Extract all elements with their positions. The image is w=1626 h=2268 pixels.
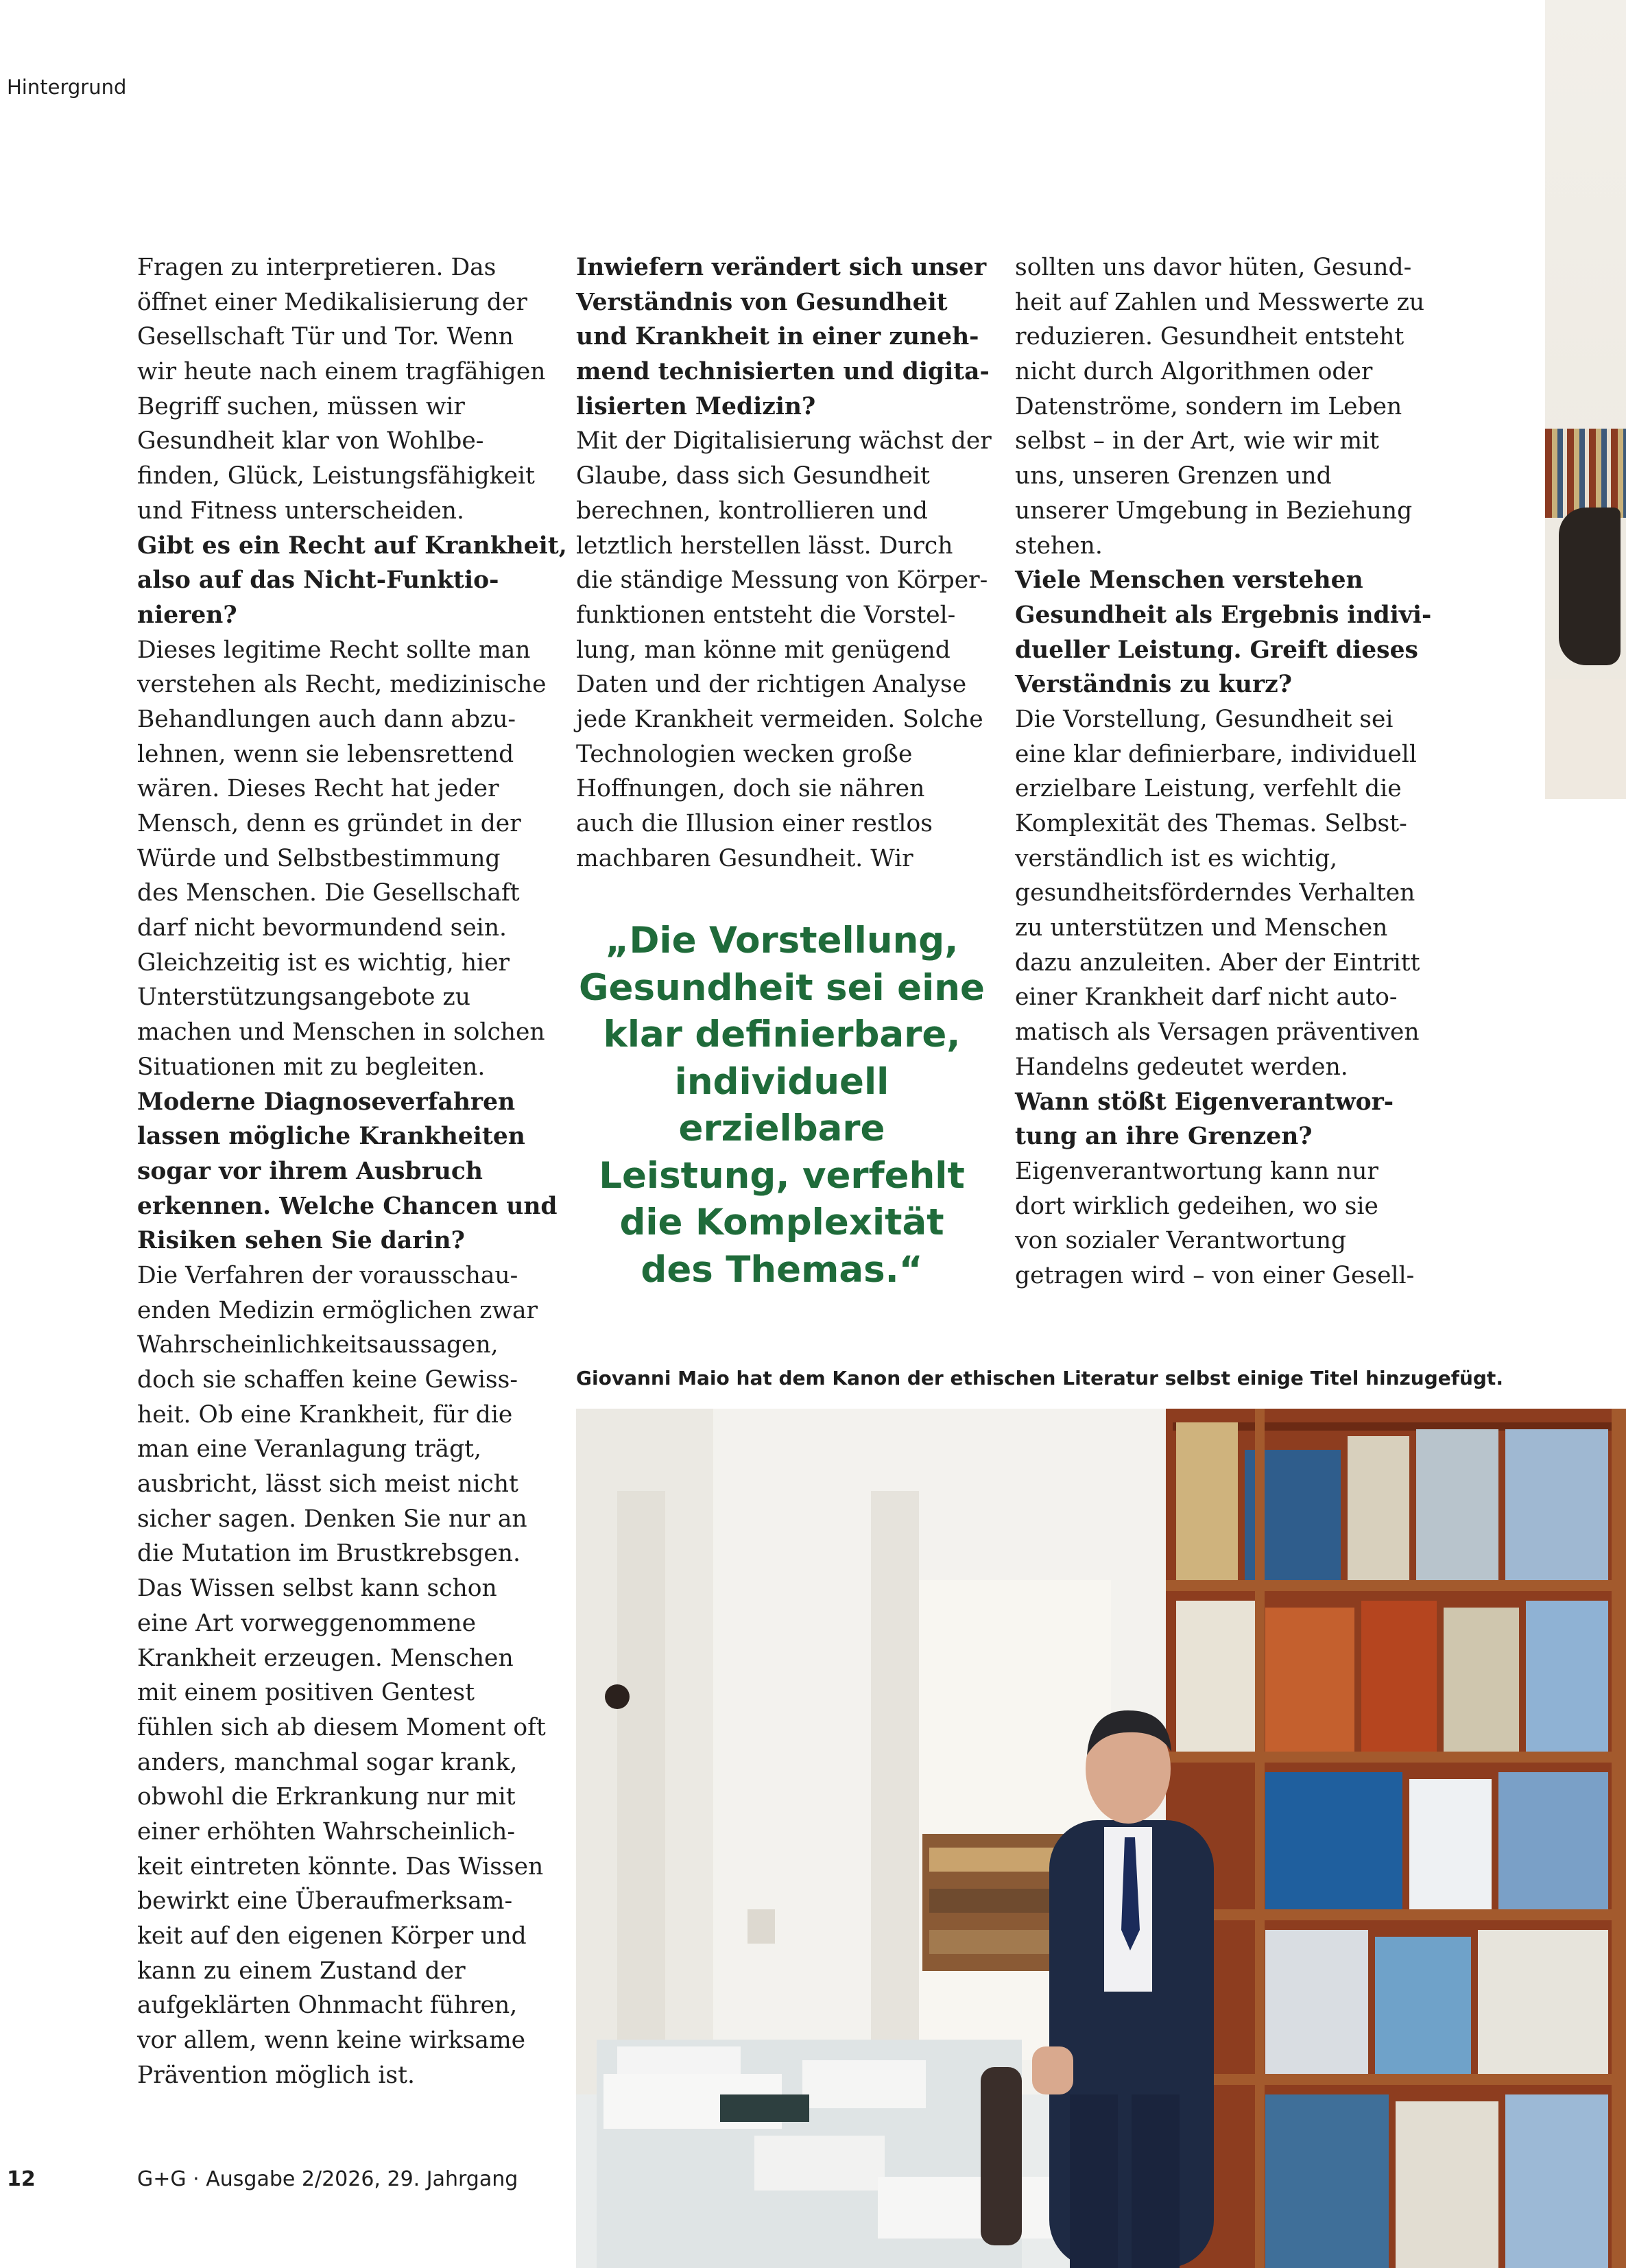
answer-line: Glaube, dass sich Gesundheit: [576, 462, 930, 490]
question-line: Inwiefern verändert sich unser: [576, 254, 987, 281]
question-line: Viele Menschen verstehen: [1015, 566, 1363, 595]
answer-line: sicher sagen. Denken Sie nur an: [137, 1505, 527, 1533]
answer-line: keit eintreten könnte. Das Wissen: [137, 1852, 544, 1881]
answer-line: verständlich ist es wichtig,: [1015, 844, 1338, 872]
question-line: Verständnis zu kurz?: [1015, 671, 1292, 699]
question-line: lassen mögliche Krankheiten: [137, 1123, 525, 1151]
answer-line: Dieses legitime Recht sollte man: [137, 636, 531, 664]
question-line: und Krankheit in einer zuneh-: [576, 323, 979, 351]
portrait-photo: [576, 1409, 1626, 2268]
pull-quote-line: erzielbare: [678, 1108, 885, 1149]
pull-quote: [576, 918, 988, 1293]
answer-line: vor allem, wenn keine wirksame: [137, 2027, 526, 2055]
answer-line: keit auf den eigenen Körper und: [137, 1922, 527, 1950]
answer-line: einer erhöhten Wahrscheinlich-: [137, 1817, 516, 1846]
question-line: Moderne Diagnoseverfahren: [137, 1088, 516, 1116]
question-line: Wann stößt Eigenverantwor-: [1015, 1088, 1394, 1116]
pull-quote-line: des Themas.“: [641, 1248, 923, 1291]
answer-line: gesundheitsförderndes Verhalten: [1015, 879, 1415, 907]
answer-line: kann zu einem Zustand der: [137, 1957, 466, 1985]
answer-line: von sozialer Verantwortung: [1015, 1227, 1347, 1255]
answer-line: Situationen mit zu begleiten.: [137, 1053, 486, 1081]
answer-line: heit. Ob eine Krankheit, für die: [137, 1400, 513, 1429]
answer-line: Gleichzeitig ist es wichtig, hier: [137, 948, 510, 977]
answer-line: Fragen zu interpretieren. Das: [137, 254, 497, 281]
question-line: lisierten Medizin?: [576, 392, 816, 420]
answer-line: Wahrscheinlichkeitsaussagen,: [137, 1331, 499, 1359]
answer-line: Die Verfahren der vorausschau-: [137, 1261, 518, 1289]
answer-line: reduzieren. Gesundheit entsteht: [1015, 323, 1404, 351]
answer-line: selbst – in der Art, wie wir mit: [1015, 427, 1379, 455]
answer-line: nicht durch Algorithmen oder: [1015, 358, 1373, 386]
pull-quote-line: die Komplexität: [619, 1202, 944, 1243]
answer-line: machbaren Gesundheit. Wir: [576, 844, 913, 872]
answer-line: eine klar definierbare, individuell: [1015, 740, 1417, 768]
answer-line: Datenströme, sondern im Leben: [1015, 392, 1402, 420]
answer-line: wären. Dieses Recht hat jeder: [137, 775, 499, 803]
answer-line: enden Medizin ermöglichen zwar: [137, 1296, 538, 1324]
answer-line: die Mutation im Brustkrebsgen.: [137, 1540, 521, 1568]
answer-line: jede Krankheit vermeiden. Solche: [576, 705, 983, 733]
answer-line: getragen wird – von einer Gesell-: [1015, 1261, 1415, 1289]
section-label: Hintergrund: [7, 75, 127, 99]
page-footer: [7, 2167, 518, 2191]
answer-line: Die Vorstellung, Gesundheit sei: [1015, 705, 1394, 733]
answer-line: dort wirklich gedeihen, wo sie: [1015, 1192, 1378, 1220]
question-line: Verständnis von Gesundheit: [576, 288, 948, 316]
question-line: Gibt es ein Recht auf Krankheit,: [137, 532, 567, 560]
bookshelf-edge: [1545, 429, 1626, 518]
publication-info: G+G · Ausgabe 2/2026, 29. Jahrgang: [137, 2167, 518, 2191]
answer-line: wir heute nach einem tragfähigen: [137, 358, 546, 386]
answer-line: Begriff suchen, müssen wir: [137, 392, 465, 420]
answer-line: einer Krankheit darf nicht auto-: [1015, 983, 1398, 1012]
question-line: mend technisierten und digita-: [576, 358, 990, 386]
answer-line: Würde und Selbstbestimmung: [137, 844, 501, 872]
answer-line: Krankheit erzeugen. Menschen: [137, 1644, 514, 1672]
answer-line: sollten uns davor hüten, Gesund-: [1015, 254, 1412, 281]
question-line: erkennen. Welche Chancen und: [137, 1192, 558, 1220]
answer-line: Daten und der richtigen Analyse: [576, 671, 967, 699]
floor-edge: [1545, 679, 1626, 799]
answer-line: die ständige Messung von Körper-: [576, 566, 988, 595]
answer-line: uns, unseren Grenzen und: [1015, 462, 1332, 490]
answer-line: erzielbare Leistung, verfehlt die: [1015, 775, 1402, 803]
answer-line: Das Wissen selbst kann schon: [137, 1575, 497, 1603]
question-line: Risiken sehen Sie darin?: [137, 1227, 465, 1255]
answer-line: unserer Umgebung in Beziehung: [1015, 497, 1413, 525]
answer-line: heit auf Zahlen und Messwerte zu: [1015, 288, 1425, 316]
answer-line: Mit der Digitalisierung wächst der: [576, 427, 992, 455]
answer-line: Unterstützungsangebote zu: [137, 983, 470, 1012]
answer-line: obwohl die Erkrankung nur mit: [137, 1783, 516, 1811]
question-line: dueller Leistung. Greift dieses: [1015, 636, 1418, 664]
answer-line: Gesellschaft Tür und Tor. Wenn: [137, 323, 514, 351]
text-column-1: [137, 250, 567, 2092]
chair-edge: [1559, 508, 1621, 665]
answer-line: und Fitness unterscheiden.: [137, 497, 464, 525]
answer-line: zu unterstützen und Menschen: [1015, 914, 1388, 942]
answer-line: finden, Glück, Leistungsfähigkeit: [137, 462, 535, 490]
answer-line: Behandlungen auch dann abzu-: [137, 705, 516, 733]
text-column-3: [1015, 250, 1432, 1293]
answer-line: stehen.: [1015, 532, 1103, 560]
text-column-2: [576, 250, 992, 876]
pull-quote-line: klar definierbare,: [603, 1014, 961, 1055]
answer-line: Komplexität des Themas. Selbst-: [1015, 810, 1407, 837]
question-line: sogar vor ihrem Ausbruch: [137, 1157, 483, 1185]
answer-line: machen und Menschen in solchen: [137, 1018, 545, 1047]
page-number: 12: [7, 2167, 36, 2191]
answer-line: berechnen, kontrollieren und: [576, 497, 928, 525]
pull-quote-line: Leistung, verfehlt: [599, 1154, 965, 1197]
answer-line: Mensch, denn es gründet in der: [137, 810, 521, 837]
question-line: nieren?: [137, 601, 237, 629]
answer-line: anders, manchmal sogar krank,: [137, 1748, 518, 1776]
answer-line: doch sie schaffen keine Gewiss-: [137, 1366, 518, 1394]
answer-line: lehnen, wenn sie lebensrettend: [137, 740, 514, 768]
answer-line: ausbricht, lässt sich meist nicht: [137, 1470, 518, 1499]
answer-line: mit einem positiven Gentest: [137, 1679, 475, 1707]
adjacent-photo-edge: [1545, 0, 1626, 799]
answer-line: funktionen entsteht die Vorstel-: [576, 601, 956, 629]
answer-line: letztlich herstellen lässt. Durch: [576, 532, 953, 560]
photo-caption: Giovanni Maio hat dem Kanon der ethischen Literatur selbst einige Titel hinzugefügt.: [576, 1367, 1503, 1389]
pull-quote-line: Gesundheit sei eine: [579, 966, 985, 1009]
answer-line: Prävention möglich ist.: [137, 2061, 415, 2089]
pull-quote-line: individuell: [674, 1060, 889, 1103]
answer-line: matisch als Versagen präventiven: [1015, 1018, 1420, 1047]
answer-line: eine Art vorweggenommene: [137, 1609, 477, 1637]
answer-line: aufgeklärten Ohnmacht führen,: [137, 1992, 518, 2020]
question-line: Gesundheit als Ergebnis indivi-: [1015, 601, 1432, 629]
answer-line: des Menschen. Die Gesellschaft: [137, 879, 520, 907]
answer-line: dazu anzuleiten. Aber der Eintritt: [1015, 948, 1420, 977]
question-line: tung an ihre Grenzen?: [1015, 1123, 1313, 1151]
answer-line: Technologien wecken große: [576, 740, 913, 768]
pull-quote-line: „Die Vorstellung,: [605, 920, 959, 962]
answer-line: man eine Veranlagung trägt,: [137, 1435, 481, 1464]
answer-line: Handelns gedeutet werden.: [1015, 1053, 1348, 1081]
answer-line: verstehen als Recht, medizinische: [137, 671, 547, 699]
answer-line: Eigenverantwortung kann nur: [1015, 1157, 1378, 1185]
photo-illustration: [576, 1409, 1626, 2268]
answer-line: lung, man könne mit genügend: [576, 636, 951, 664]
question-line: also auf das Nicht-Funktio-: [137, 566, 499, 595]
answer-line: bewirkt eine Überaufmerksam-: [137, 1887, 513, 1915]
answer-line: öffnet einer Medikalisierung der: [137, 288, 527, 316]
answer-line: Gesundheit klar von Wohlbe-: [137, 427, 484, 455]
answer-line: darf nicht bevormundend sein.: [137, 914, 507, 942]
answer-line: auch die Illusion einer restlos: [576, 810, 933, 837]
answer-line: Hoffnungen, doch sie nähren: [576, 775, 925, 803]
answer-line: fühlen sich ab diesem Moment oft: [137, 1713, 546, 1741]
